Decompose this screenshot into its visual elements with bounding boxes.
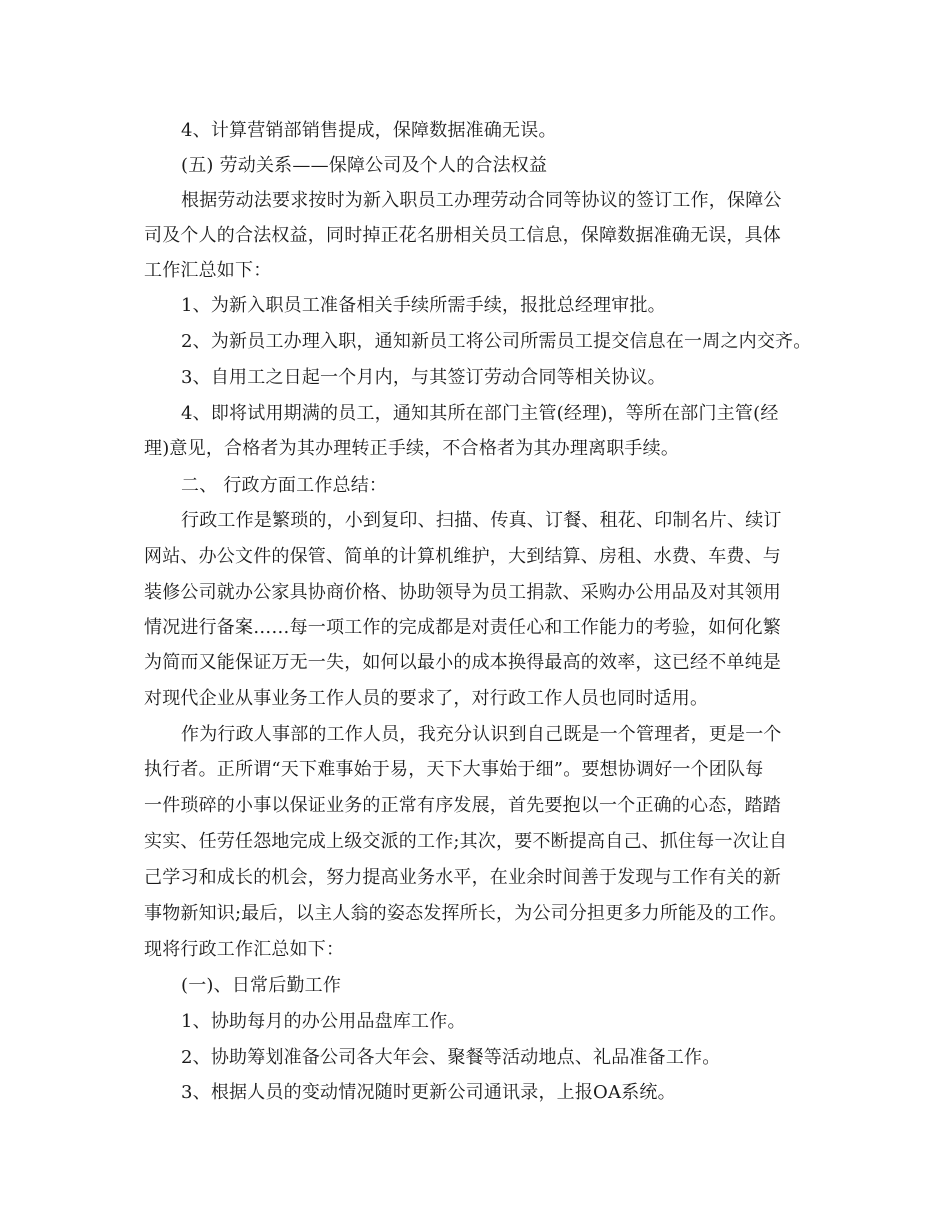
text-line: 司及个人的合法权益，同时掉正花名册相关员工信息，保障数据准确无误，具体 <box>144 225 781 246</box>
text-line: 对现代企业从事业务工作人员的要求了，对行政工作人员也同时适用。 <box>144 688 709 709</box>
text-line: 执行者。正所谓“天下难事始于易，天下大事始于细”。要想协调好一个团队每 <box>144 759 764 780</box>
list-item: 3、自用工之日起一个月内，与其签订劳动合同等相关协议。 <box>181 367 666 388</box>
text-line: 现将行政工作汇总如下： <box>144 939 345 960</box>
list-item: 4、即将试用期满的员工，通知其所在部门主管(经理)，等所在部门主管(经 <box>181 403 779 424</box>
text-line: 己学习和成长的机会，努力提高业务水平，在业余时间善于发现与工作有关的新 <box>144 867 781 888</box>
text-line: 一件琐碎的小事以保证业务的正常有序发展，首先要抱以一个正确的心态，踏踏 <box>144 795 781 816</box>
text-line: 4、计算营销部销售提成，保障数据准确无误。 <box>181 120 557 141</box>
text-line: 装修公司就办公家具协商价格、协助领导为员工捐款、采购办公用品及对其领用 <box>144 582 781 603</box>
section-heading: (五) 劳动关系——保障公司及个人的合法权益 <box>181 155 548 176</box>
text-line: 实实、任劳任怨地完成上级交派的工作;其次，要不断提高自己、抓住每一次让自 <box>144 831 788 852</box>
list-item: 2、为新员工办理入职，通知新员工将公司所需员工提交信息在一周之内交齐。 <box>181 331 812 352</box>
section-heading: 二、 行政方面工作总结： <box>181 475 388 496</box>
list-item: 1、协助每月的办公用品盘库工作。 <box>181 1011 466 1032</box>
list-item: 1、为新入职员工准备相关手续所需手续，报批总经理审批。 <box>181 295 666 316</box>
text-line: 为简而又能保证万无一失，如何以最小的成本换得最高的效率，这已经不单纯是 <box>144 652 781 673</box>
text-line: 工作汇总如下： <box>144 260 272 281</box>
text-line: 行政工作是繁琐的，小到复印、扫描、传真、订餐、租花、印制名片、续订 <box>181 510 782 531</box>
list-item: 3、根据人员的变动情况随时更新公司通讯录，上报OA系统。 <box>181 1082 676 1103</box>
text-line: 事物新知识;最后，以主人翁的姿态发挥所长，为公司分担更多力所能及的工作。 <box>144 903 788 924</box>
text-line: 理)意见，合格者为其办理转正手续，不合格者为其办理离职手续。 <box>144 438 680 459</box>
text-line: 情况进行备案……每一项工作的完成都是对责任心和工作能力的考验，如何化繁 <box>144 617 781 638</box>
text-line: 根据劳动法要求按时为新入职员工办理劳动合同等协议的签订工作，保障公 <box>181 190 782 211</box>
section-heading: (一)、日常后勤工作 <box>181 975 342 996</box>
text-line: 作为行政人事部的工作人员，我充分认识到自己既是一个管理者，更是一个 <box>181 724 782 745</box>
text-line: 网站、办公文件的保管、简单的计算机维护，大到结算、房租、水费、车费、与 <box>144 546 781 567</box>
list-item: 2、协助筹划准备公司各大年会、聚餐等活动地点、礼品准备工作。 <box>181 1047 721 1068</box>
